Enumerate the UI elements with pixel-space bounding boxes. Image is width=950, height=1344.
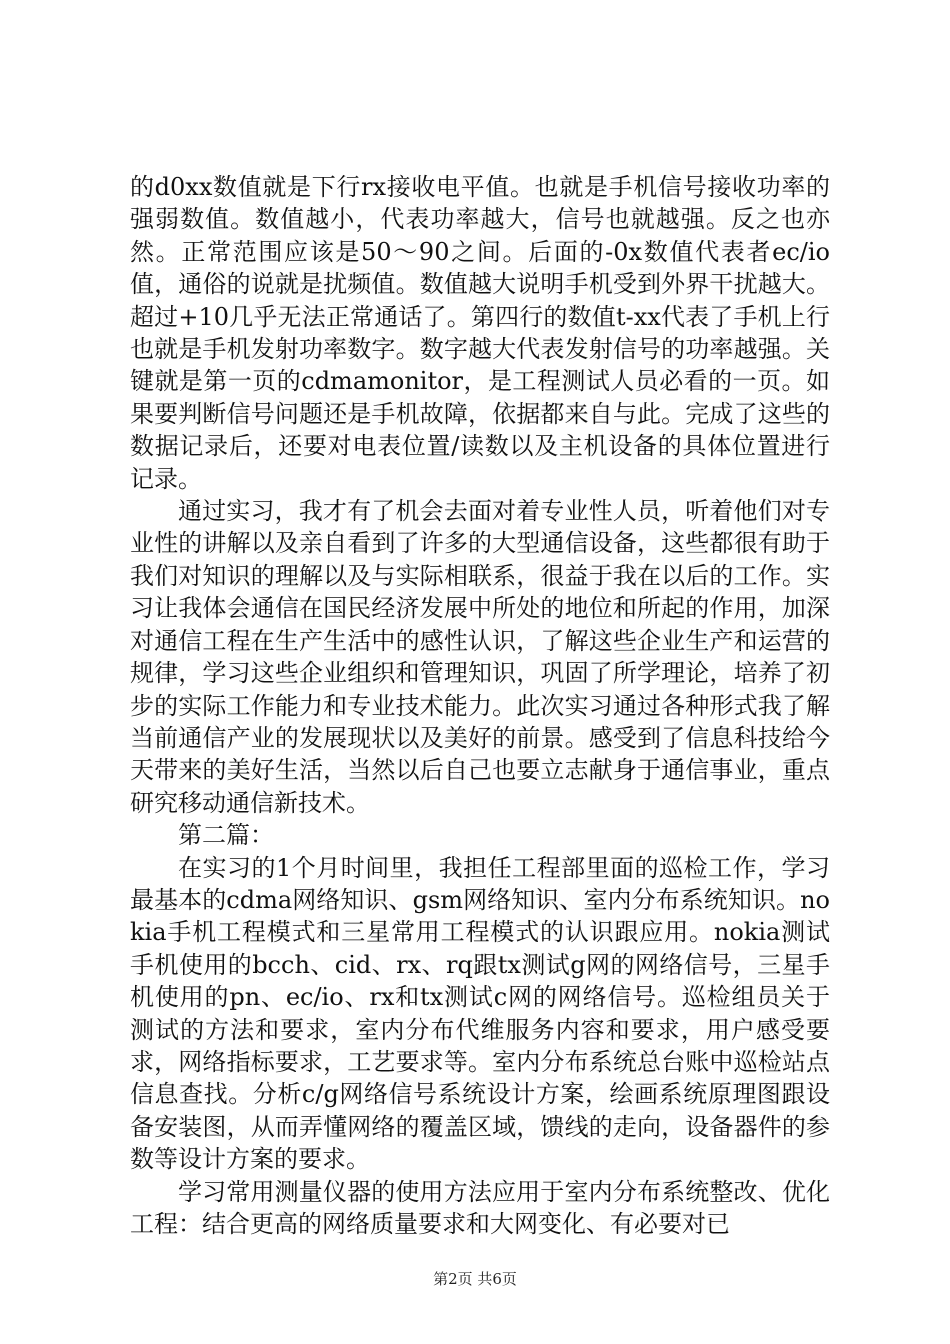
document-body — [130, 171, 830, 1240]
paragraph-internship-reflection: 通过实习，我才有了机会去面对着专业性人员，听着他们对专业性的讲解以及亲自看到了许多的大型通信设备，这些都很有助于我们对知识的理解以及与实际相联系，很益于我在以后的工作。实习让我体会通信在国民经济发展中所处的地位和所起的作用，加深对通信工程在生产生活中的感性认识，了解这些企业生产和运营的规律，学习这些企业组织和管理知识，巩固了所学理论，培养了初步的实际工作能力和专业技术能力。此次实习通过各种形式我了解当前通信产业的发展现状以及美好的前景。感受到了信息科技给今天带来的美好生活，当然以后自己也要立志献身于通信事业，重点研究移动通信新技术。 — [130, 497, 830, 817]
page-number-footer: 第2页 共6页 — [433, 1270, 517, 1288]
paragraph-continuation: 的d0xx数值就是下行rx接收电平值。也就是手机信号接收功率的强弱数值。数值越小，代表功率越大，信号也就越强。反之也亦然。正常范围应该是50～90之间。后面的-0x数值代表者ec/io值，通俗的说就是扰频值。数值越大说明手机受到外界干扰越大。超过+10几乎无法正常通话了。第四行的数值t-xx代表了手机上行也就是手机发射功率数字。数字越大代表发射信号的功率越强。关键就是第一页的cdmamonitor，是工程测试人员必看的一页。如果要判断信号问题还是手机故障，依据都来自与此。完成了这些的数据记录后，还要对电表位置/读数以及主机设备的具体位置进行记录。 — [130, 173, 830, 493]
paragraph-measurement-instruments: 学习常用测量仪器的使用方法应用于室内分布系统整改、优化工程：结合更高的网络质量要求和大网变化、有必要对已 — [130, 1177, 830, 1238]
paragraph-inspection-work: 在实习的1个月时间里，我担任工程部里面的巡检工作，学习最基本的cdma网络知识、gsm网络知识、室内分布系统知识。nokia手机工程模式和三星常用工程模式的认识跟应用。nokia测试手机使用的bcch、cid、rx、rq跟tx测试g网的网络信号，三星手机使用的pn、ec/io、rx和tx测试c网的网络信号。巡检组员关于测试的方法和要求，室内分布代维服务内容和要求，用户感受要求，网络指标要求，工艺要求等。室内分布系统总台账中巡检站点信息查找。分析c/g网络信号系统设计方案，绘画系统原理图跟设备安装图，从而弄懂网络的覆盖区域，馈线的走向，设备器件的参数等设计方案的要求。 — [130, 853, 830, 1174]
section-heading-part-two: 第二篇： — [178, 821, 274, 850]
